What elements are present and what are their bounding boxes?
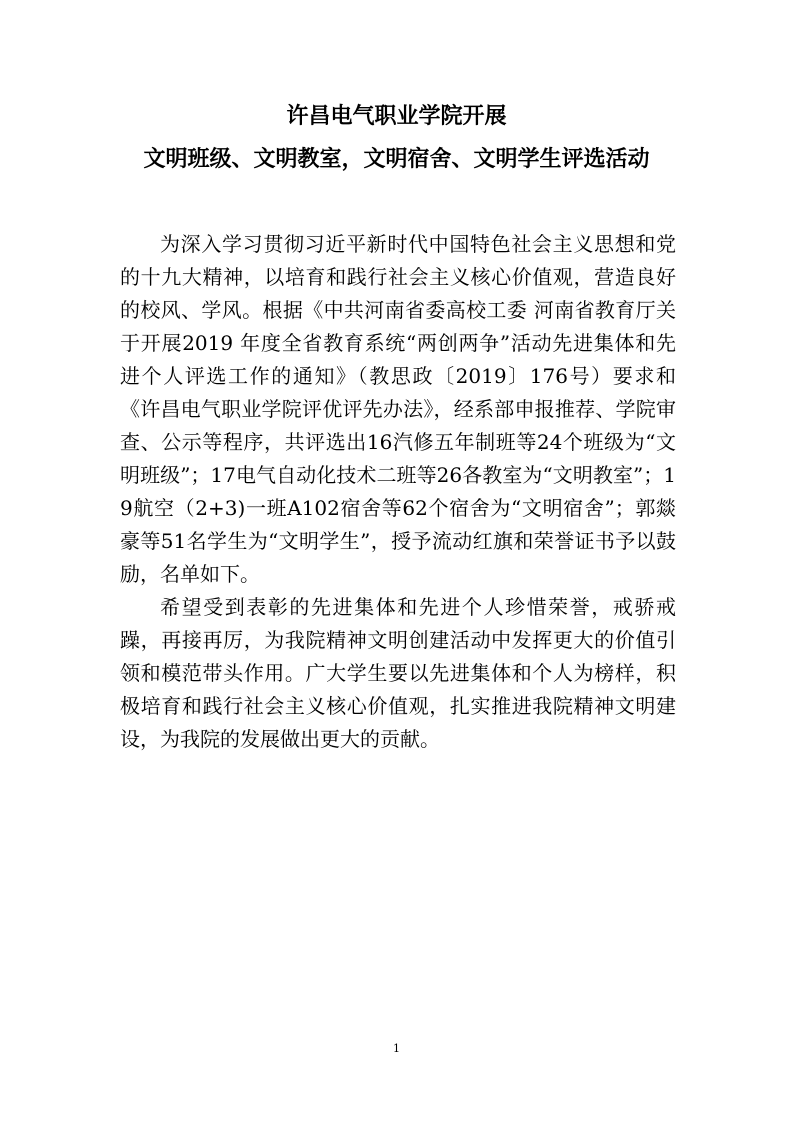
document-title-line-1: 许昌电气职业学院开展 xyxy=(286,104,507,129)
document-title-line-2: 文明班级、文明教室，文明宿舍、文明学生评选活动 xyxy=(143,147,650,172)
document-body xyxy=(120,228,676,756)
body-paragraph-2: 希望受到表彰的先进集体和先进个人珍惜荣誉，戒骄戒躁，再接再厉，为我院精神文明创建活动中发挥更大的价值引领和模范带头作用。广大学生要以先进集体和个人为榜样，积极培育和践行社会主义核心价值观，扎实推进我院精神文明建设，为我院的发展做出更大的贡献。 xyxy=(120,595,676,751)
page-number: 1 xyxy=(393,1042,400,1055)
body-paragraph-1: 为深入学习贯彻习近平新时代中国特色社会主义思想和党的十九大精神，以培育和践行社会主义核心价值观，营造良好的校风、学风。根据《中共河南省委高校工委 河南省教育厅关于开展2019 年度全省教育系统“两创两争”活动先进集体和先进个人评选工作的通知》（教思政〔2019〕176号）要求和《许昌电气职业学院评优评先办法》，经系部申报推荐、学院审查、公示等程序，共评选出16汽修五年制班等24个班级为“文明班级”；17电气自动化技术二班等26各教室为“文明教室”；19航空（2+3)一班A102宿舍等62个宿舍为“文明宿舍”；郭燚豪等51名学生为“文明学生”，授予流动红旗和荣誉证书予以鼓励，名单如下。 xyxy=(120,232,676,586)
